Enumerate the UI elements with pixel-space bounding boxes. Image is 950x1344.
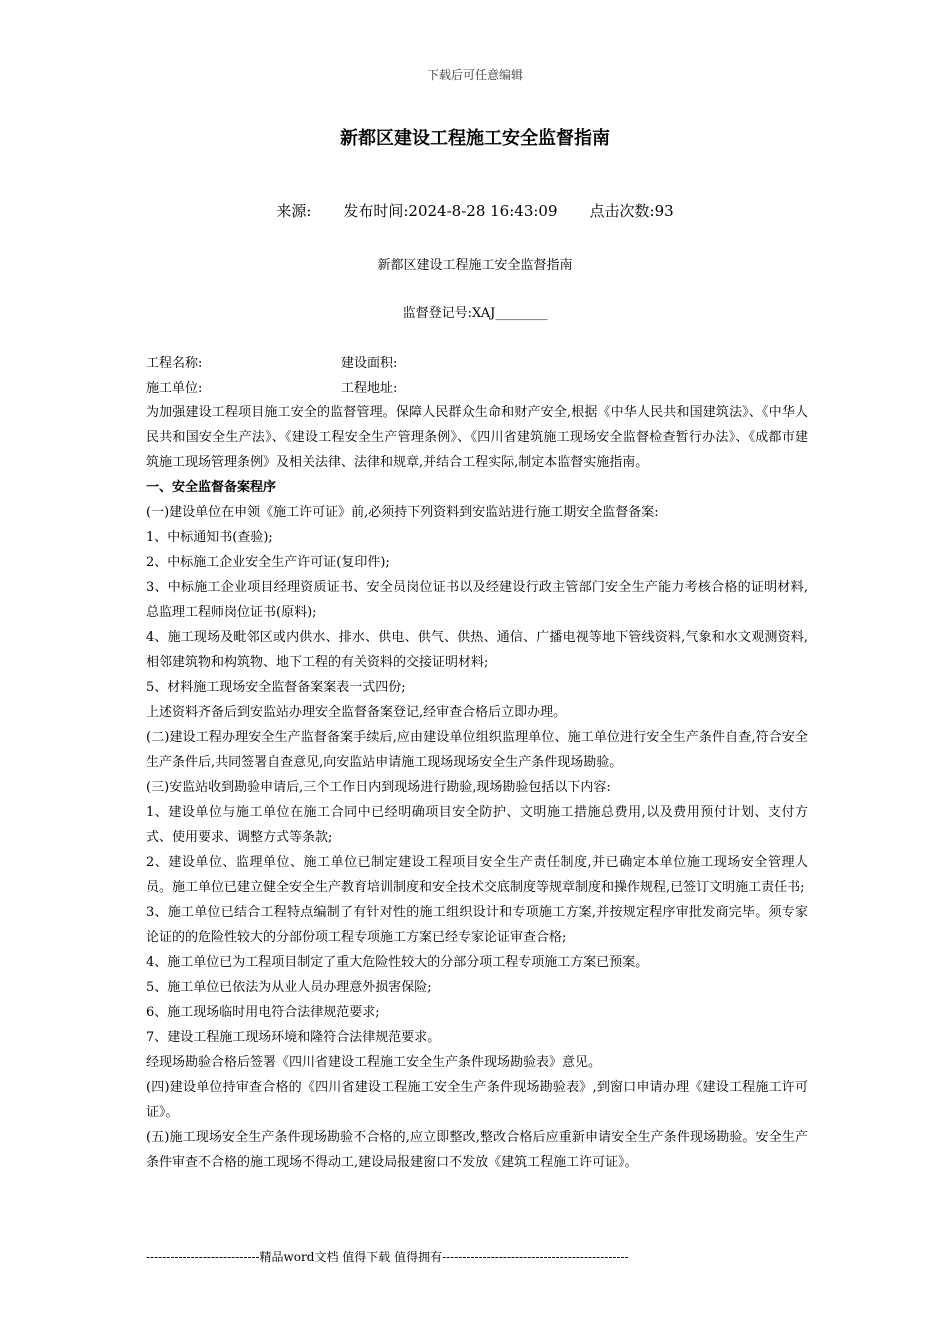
list-item: 3、中标施工企业项目经理资质证书、安全员岗位证书以及经建设行政主管部门安全生产能力考核合格的证明材料,总监理工程师岗位证书(原料); xyxy=(146,580,808,620)
list-item: 4、施工现场及毗邻区或内供水、排水、供电、供气、供热、通信、广播电视等地下管线资料,气象和水文观测资料,相邻建筑物和构筑物、地下工程的有关资料的交接证明材料; xyxy=(146,630,808,670)
source-label: 来源: xyxy=(276,202,312,220)
paragraph: (二)建设工程办理安全生产监督备案手续后,应由建设单位组织监理单位、施工单位进行安全生产条件自查,符合安全生产条件后,共同签署自查意见,向安监站申请施工现场现场安全生产条件现场勘验。 xyxy=(146,730,808,770)
paragraph: (五)施工现场安全生产条件现场勘验不合格的,应立即整改,整改合格后应重新申请安全生产条件现场勘验。安全生产条件审查不合格的施工现场不得动工,建设局报建窗口不发放《建筑工程施工许可证》。 xyxy=(146,1130,808,1170)
project-address-field: 工程地址: xyxy=(341,381,398,396)
paragraph: (三)安监站收到勘验申请后,三个工作日内到现场进行勘验,现场勘验包括以下内容: xyxy=(146,780,611,795)
publish-time: 发布时间:2024-8-28 16:43:09 xyxy=(343,202,558,220)
list-item: 1、中标通知书(查验); xyxy=(146,530,273,545)
list-item: 5、施工单位已依法为从业人员办理意外损害保险; xyxy=(146,980,432,995)
registration-number: 监督登记号:XAJ________ xyxy=(402,306,548,321)
section-heading: 一、安全监督备案程序 xyxy=(146,480,277,495)
document-body xyxy=(146,400,808,1175)
list-item: 1、建设单位与施工单位在施工合同中已经明确项目安全防护、文明施工措施总费用,以及费用预付计划、支付方式、使用要求、调整方式等条款; xyxy=(146,805,808,845)
footer-line: ----------------------------精品word文档 值得下载 值得拥有---------------------------------------------- xyxy=(146,1250,629,1264)
project-name-field: 工程名称: xyxy=(146,356,203,371)
document-subtitle: 新都区建设工程施工安全监督指南 xyxy=(377,258,573,273)
paragraph: 经现场勘验合格后签署《四川省建设工程施工安全生产条件现场勘验表》意见。 xyxy=(146,1055,602,1070)
list-item: 2、建设单位、监理单位、施工单位已制定建设工程项目安全生产责任制度,并已确定本单位施工现场安全管理人员。施工单位已建立健全安全生产教育培训制度和安全技术交底制度等规章制度和操作规程,已签订文明施工责任书; xyxy=(146,855,808,895)
list-item: 2、中标施工企业安全生产许可证(复印件); xyxy=(146,555,390,570)
meta-line xyxy=(0,200,950,221)
paragraph: 上述资料齐备后到安监站办理安全监督备案登记,经审查合格后立即办理。 xyxy=(146,705,567,720)
click-count: 点击次数:93 xyxy=(589,202,674,220)
header-note: 下载后可任意编辑 xyxy=(426,68,523,82)
list-item: 4、施工单位已为工程项目制定了重大危险性较大的分部分项工程专项施工方案已预案。 xyxy=(146,955,649,970)
field-row-1 xyxy=(146,352,398,371)
list-item: 3、施工单位已结合工程特点编制了有针对性的施工组织设计和专项施工方案,并按规定程序审批发商完毕。须专家论证的的危险性较大的分部份项工程专项施工方案已经专家论证审查合格; xyxy=(146,905,808,945)
paragraph: (四)建设单位持审查合格的《四川省建设工程施工安全生产条件现场勘验表》,到窗口申请办理《建设工程施工许可证》。 xyxy=(146,1080,808,1120)
field-row-2 xyxy=(146,377,398,396)
list-item: 7、建设工程施工现场环境和隆符合法律规范要求。 xyxy=(146,1030,441,1045)
document-title: 新都区建设工程施工安全监督指南 xyxy=(340,128,610,149)
paragraph: (一)建设单位在申领《施工许可证》前,必须持下列资料到安监站进行施工期安全监督备案: xyxy=(146,505,659,520)
construction-unit-field: 施工单位: xyxy=(146,381,203,396)
list-item: 5、材料施工现场安全监督备案案表一式四份; xyxy=(146,680,406,695)
construction-area-field: 建设面积: xyxy=(341,356,398,371)
list-item: 6、施工现场临时用电符合法律规范要求; xyxy=(146,1005,380,1020)
paragraph: 为加强建设工程项目施工安全的监督管理。保障人民群众生命和财产安全,根据《中华人民共和国建筑法》、《中华人民共和国安全生产法》、《建设工程安全生产管理条例》、《四川省建筑施工现场安全监督检查暂行办法》、《成都市建筑施工现场管理条例》及相关法律、法律和规章,并结合工程实际,制定本监督实施指南。 xyxy=(146,405,808,470)
